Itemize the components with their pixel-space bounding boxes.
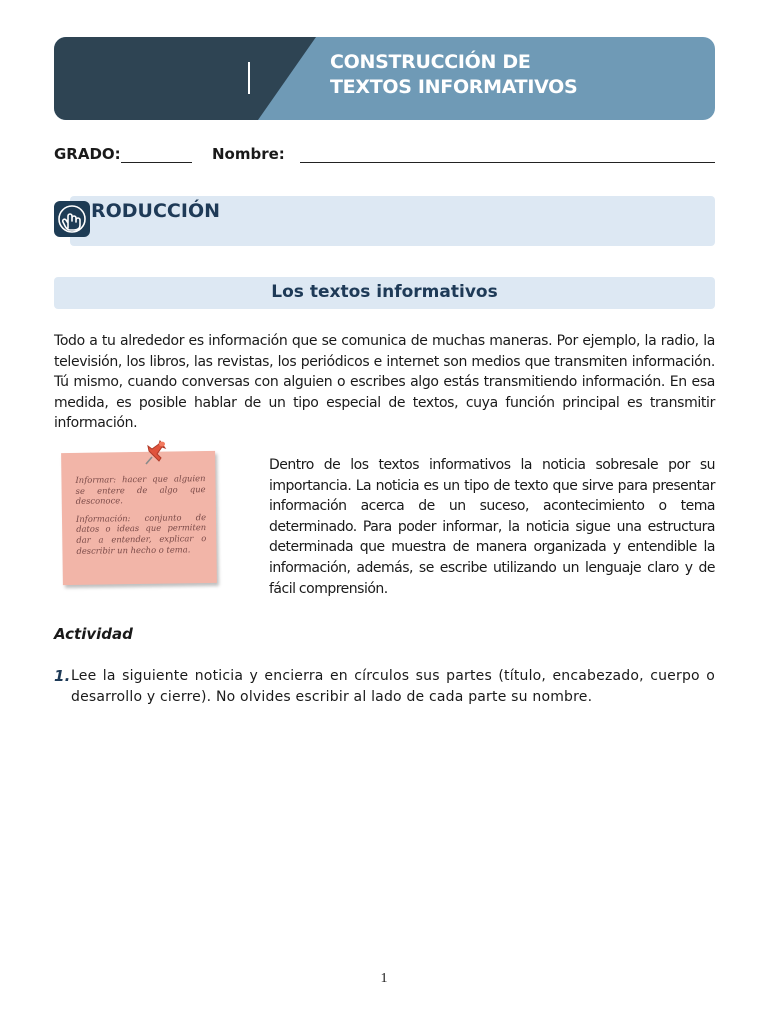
pushpin-icon <box>137 437 171 471</box>
title-line-1: CONSTRUCCIÓN DE <box>330 51 531 73</box>
note-definition-informacion: Información: conjunto de datos o ideas que permiten dar a entender, explicar o describir un hecho o tema. <box>75 511 207 556</box>
sticky-note <box>61 451 217 585</box>
intro-title: RODUCCIÓN <box>91 200 220 222</box>
header-divider <box>248 62 250 94</box>
grado-label: GRADO: <box>54 145 121 163</box>
page-title <box>330 50 577 100</box>
question-number: 1. <box>54 667 71 685</box>
page-number: 1 <box>380 971 388 986</box>
definition-note <box>58 437 226 592</box>
hand-pointer-icon <box>54 201 90 237</box>
grado-field[interactable] <box>121 145 192 163</box>
noticia-paragraph: Dentro de los textos informativos la noticia sobresale por su importancia. La noticia es un tipo de texto que sirve para presentar información acerca de un suceso, acontecimiento o tema determinado. Para poder informar, la noticia sigue una estructura determinada que muestra de manera organizada y entendible la información, además, se escribe utilizando un lenguaje claro y de fácil comprensión. <box>269 457 715 597</box>
section-heading: Los textos informativos <box>54 277 715 309</box>
header-banner <box>54 37 715 120</box>
activity-question-1 <box>54 666 715 708</box>
nombre-field[interactable] <box>300 145 715 163</box>
activity-title: Actividad <box>54 625 133 643</box>
nombre-label: Nombre: <box>212 145 285 163</box>
question-text: Lee la siguiente noticia y encierra en círculos sus partes (título, encabezado, cuerpo o desarrollo y cierre). No olvides escribir al lado de cada parte su nombre. <box>71 668 715 705</box>
note-definition-informar: Informar: hacer que alguien se entere de algo que desconoce. <box>75 473 206 507</box>
intro-paragraph: Todo a tu alrededor es información que se comunica de muchas maneras. Por ejemplo, la radio, la televisión, los libros, las revistas, los periódicos e internet son medios que transmiten información. Tú mismo, cuando conversas con alguien o escribes algo estás transmitiendo información. En esa medida, es posible hablar de un tipo especial de textos, cuya función principal es transmitir información. <box>54 333 715 432</box>
student-info-row <box>54 145 715 167</box>
title-line-2: TEXTOS INFORMATIVOS <box>330 76 578 98</box>
